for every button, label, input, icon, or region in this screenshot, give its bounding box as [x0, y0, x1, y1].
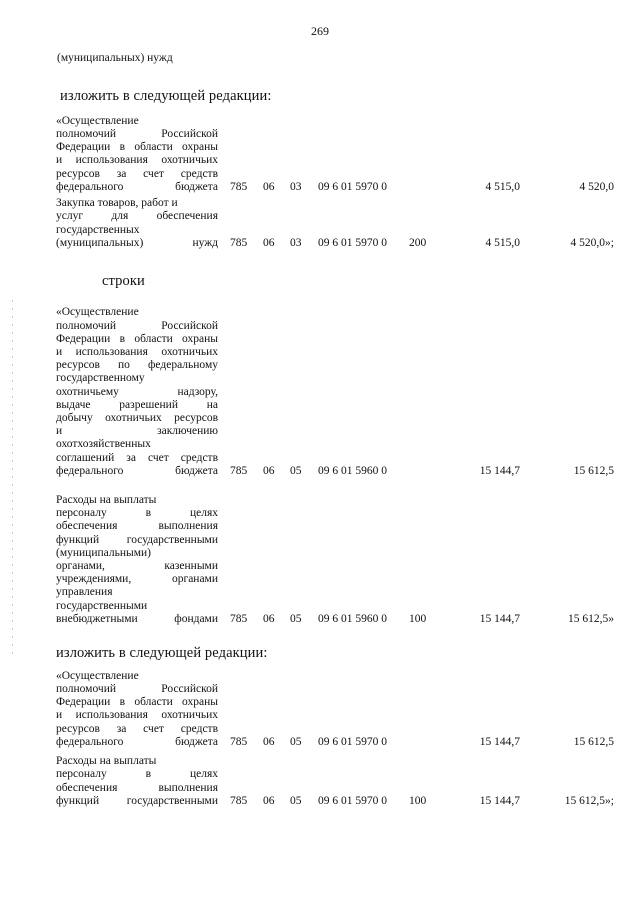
cell-target-article: 09 6 01 5960 0	[318, 612, 387, 625]
cell-target-article: 09 6 01 5960 0	[318, 464, 387, 477]
description-line: выдаче разрешений на	[56, 398, 218, 411]
description-line: охотничьему надзору,	[56, 385, 218, 398]
description-line: функций государственными	[56, 533, 218, 546]
cell-section-code: 06	[263, 180, 275, 193]
page-number: 269	[311, 24, 329, 38]
description-line: органами, казенными	[56, 559, 218, 572]
row-description	[56, 755, 218, 808]
description-line: Федерации в области охраны	[56, 332, 218, 345]
cell-amount-year-1: 15 144,7	[479, 612, 520, 625]
cell-section-code: 06	[263, 464, 275, 477]
cell-target-article: 09 6 01 5970 0	[318, 735, 387, 748]
description-line: соглашений за счет средств	[56, 451, 218, 464]
cell-ministry-code: 785	[230, 180, 248, 193]
description-line: и использования охотничьих	[56, 345, 218, 358]
description-line: (муниципальными)	[56, 546, 151, 559]
description-line: государственных	[56, 223, 140, 236]
cell-ministry-code: 785	[230, 236, 248, 249]
cell-amount-year-2: 15 612,5	[573, 464, 614, 477]
description-line: государственному	[56, 372, 145, 385]
description-line: ресурсов за счет средств	[56, 722, 218, 735]
cell-amount-year-2: 15 612,5	[573, 735, 614, 748]
description-line: полномочий Российской	[56, 319, 218, 332]
description-line: учреждениями, органами	[56, 573, 218, 586]
description-line: федерального бюджета	[56, 180, 218, 193]
description-line: федерального бюджета	[56, 735, 218, 748]
description-line: функций государственными	[56, 794, 218, 807]
description-line: (муниципальных) нужд	[56, 236, 218, 249]
description-line: Расходы на выплаты	[56, 755, 157, 768]
description-line: обеспечения выполнения	[56, 781, 218, 794]
cell-amount-year-1: 15 144,7	[479, 794, 520, 807]
description-line: услуг для обеспечения	[56, 210, 218, 223]
description-line: персоналу в целях	[56, 507, 218, 520]
description-line: Расходы на выплаты	[56, 493, 157, 506]
cell-ministry-code: 785	[230, 464, 248, 477]
description-line: Федерации в области охраны	[56, 696, 218, 709]
description-line: Федерации в области охраны	[56, 141, 218, 154]
description-line: государственными	[56, 599, 148, 612]
description-line: охотхозяйственных	[56, 438, 151, 451]
cell-amount-year-1: 4 515,0	[485, 180, 520, 193]
description-line: и использования охотничьих	[56, 154, 218, 167]
cell-amount-year-2: 4 520,0»;	[570, 236, 614, 249]
description-line: внебюджетными фондами	[56, 612, 218, 625]
cell-expense-type: 100	[409, 612, 427, 625]
cell-expense-type: 100	[409, 794, 427, 807]
cell-expense-type: 200	[409, 236, 427, 249]
cell-amount-year-2: 15 612,5»;	[564, 794, 614, 807]
cell-amount-year-2: 15 612,5»	[568, 612, 614, 625]
heading-lines: строки	[102, 273, 145, 289]
description-line: обеспечения выполнения	[56, 520, 218, 533]
cell-target-article: 09 6 01 5970 0	[318, 236, 387, 249]
cell-subsection-code: 05	[290, 735, 302, 748]
cell-ministry-code: 785	[230, 794, 248, 807]
cell-section-code: 06	[263, 236, 275, 249]
description-line: и заключению	[56, 425, 218, 438]
cell-subsection-code: 03	[290, 236, 302, 249]
heading-replace-1: изложить в следующей редакции:	[60, 88, 272, 104]
heading-replace-2: изложить в следующей редакции:	[56, 645, 268, 661]
description-line: Закупка товаров, работ и	[56, 197, 178, 210]
description-line: полномочий Российской	[56, 682, 218, 695]
cell-amount-year-1: 15 144,7	[479, 464, 520, 477]
cell-section-code: 06	[263, 735, 275, 748]
cell-subsection-code: 05	[290, 612, 302, 625]
cell-amount-year-2: 4 520,0	[579, 180, 614, 193]
cell-target-article: 09 6 01 5970 0	[318, 180, 387, 193]
description-line: ресурсов по федеральному	[56, 359, 218, 372]
description-line: и использования охотничьих	[56, 709, 218, 722]
cell-ministry-code: 785	[230, 612, 248, 625]
description-line: «Осуществление	[56, 669, 139, 682]
top-fragment-text: (муниципальных) нужд	[57, 52, 173, 64]
description-line: полномочий Российской	[56, 127, 218, 140]
cell-subsection-code: 05	[290, 464, 302, 477]
cell-amount-year-1: 4 515,0	[485, 236, 520, 249]
cell-subsection-code: 05	[290, 794, 302, 807]
cell-section-code: 06	[263, 794, 275, 807]
description-line: персоналу в целях	[56, 768, 218, 781]
description-line: добычу охотничьих ресурсов	[56, 411, 218, 424]
cell-section-code: 06	[263, 612, 275, 625]
cell-amount-year-1: 15 144,7	[479, 735, 520, 748]
description-line: управления	[56, 586, 113, 599]
description-line: ресурсов за счет средств	[56, 167, 218, 180]
cell-target-article: 09 6 01 5970 0	[318, 794, 387, 807]
description-line: «Осуществление	[56, 114, 139, 127]
cell-subsection-code: 03	[290, 180, 302, 193]
description-line: федерального бюджета	[56, 464, 218, 477]
description-line: «Осуществление	[56, 306, 139, 319]
cell-ministry-code: 785	[230, 735, 248, 748]
